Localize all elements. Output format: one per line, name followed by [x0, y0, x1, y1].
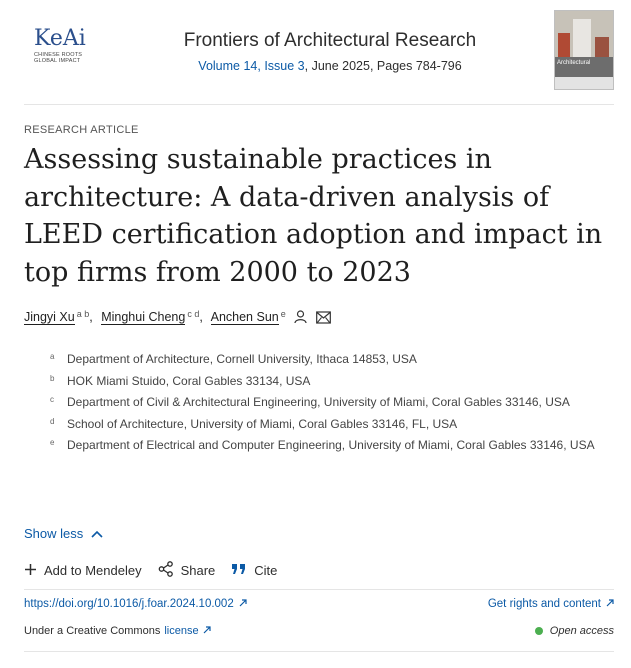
affiliation-item: [50, 435, 615, 457]
mail-icon[interactable]: [316, 311, 331, 327]
open-access-dot-icon: [535, 627, 543, 635]
affiliation-list: [50, 349, 615, 457]
footer-divider: [24, 651, 614, 652]
quote-icon: [231, 563, 247, 578]
affiliation-label: b: [50, 373, 55, 383]
add-to-mendeley-button[interactable]: [24, 563, 142, 579]
author-superscript: e: [280, 309, 286, 319]
affiliation-text: Department of Architecture, Cornell University, Ithaca 14853, USA: [67, 352, 417, 366]
add-to-mendeley-label: Add to Mendeley: [44, 563, 142, 578]
author-name[interactable]: Minghui Cheng: [101, 310, 186, 324]
affiliation-label: d: [50, 416, 55, 426]
external-link-icon: [239, 598, 247, 610]
author-name[interactable]: Jingyi Xu: [24, 310, 75, 324]
affiliation-label: c: [50, 395, 54, 404]
share-icon: [158, 561, 174, 580]
journal-cover-image[interactable]: [554, 10, 614, 90]
affiliation-item: [50, 392, 615, 414]
license-prefix: Under a Creative Commons: [24, 625, 161, 637]
logo-tagline-1: CHINESE ROOTS: [34, 52, 83, 58]
cover-title-band: [555, 57, 613, 77]
issue-line: [120, 59, 540, 73]
article-type: RESEARCH ARTICLE: [24, 124, 139, 136]
affiliation-text: Department of Civil & Architectural Engineering, University of Miami, Coral Gables 33146, USA: [67, 395, 570, 409]
external-link-icon: [606, 598, 614, 610]
license-line: [24, 625, 211, 637]
plus-icon: [24, 563, 37, 579]
affiliation-text: HOK Miami Stuido, Coral Gables 33134, USA: [67, 373, 311, 388]
affiliation-text: Department of Electrical and Computer Engineering, University of Miami, Coral Gables 33146, USA: [67, 438, 595, 452]
cite-label: Cite: [254, 563, 278, 578]
affiliation-label: a: [50, 352, 55, 361]
show-less-label: Show less: [24, 526, 84, 541]
article-actions: [24, 561, 293, 580]
journal-title[interactable]: Frontiers of Architectural Research: [183, 30, 477, 51]
person-icon[interactable]: [294, 310, 307, 327]
doi-text: https://doi.org/10.1016/j.foar.2024.10.002: [24, 598, 234, 610]
author-superscript: c d: [187, 309, 200, 319]
logo-word: KeAi: [34, 26, 86, 51]
affiliation-item: [50, 414, 615, 436]
share-label: Share: [180, 563, 216, 578]
journal-header: [0, 0, 631, 104]
issue-link[interactable]: Volume 14, Issue 3: [198, 59, 305, 73]
rights-text: Get rights and content: [487, 598, 601, 610]
actions-divider: [24, 589, 614, 590]
chevron-up-icon: [91, 526, 103, 541]
cite-button[interactable]: [231, 563, 277, 578]
license-link[interactable]: license: [164, 625, 199, 637]
external-link-icon: [203, 625, 211, 637]
affiliation-item: [50, 371, 615, 393]
article-title: Assessing sustainable practices in architecture: A data-driven analysis of LEED certification adoption and impact in top firms from 2000 to 2023: [24, 144, 603, 288]
open-access-label: Open access: [549, 625, 614, 637]
affiliation-item: [50, 349, 615, 371]
cover-building-center: [573, 19, 591, 57]
author-superscript: a b: [76, 309, 90, 319]
cover-building-right: [595, 37, 609, 57]
cover-title: Architectural: [557, 60, 591, 66]
rights-link[interactable]: [488, 598, 614, 610]
cover-bottom: [555, 77, 613, 90]
affiliation-text: School of Architecture, University of Miami, Coral Gables 33146, FL, USA: [67, 416, 458, 431]
open-access-badge: [535, 625, 614, 637]
author-list: [24, 309, 331, 327]
cover-building-left: [558, 33, 570, 57]
header-divider: [24, 104, 614, 105]
affiliation-label: e: [50, 438, 55, 447]
issue-details: , June 2025, Pages 784-796: [304, 59, 462, 73]
publisher-logo[interactable]: [34, 28, 94, 64]
share-button[interactable]: [158, 561, 216, 580]
author-separator: ,: [89, 310, 93, 324]
show-less-button[interactable]: [24, 526, 103, 541]
logo-tagline-2: GLOBAL IMPACT: [34, 58, 81, 64]
author-name[interactable]: Anchen Sun: [210, 310, 279, 324]
author-separator: ,: [199, 310, 203, 324]
journal-info: [120, 30, 540, 73]
doi-link[interactable]: [24, 598, 247, 610]
